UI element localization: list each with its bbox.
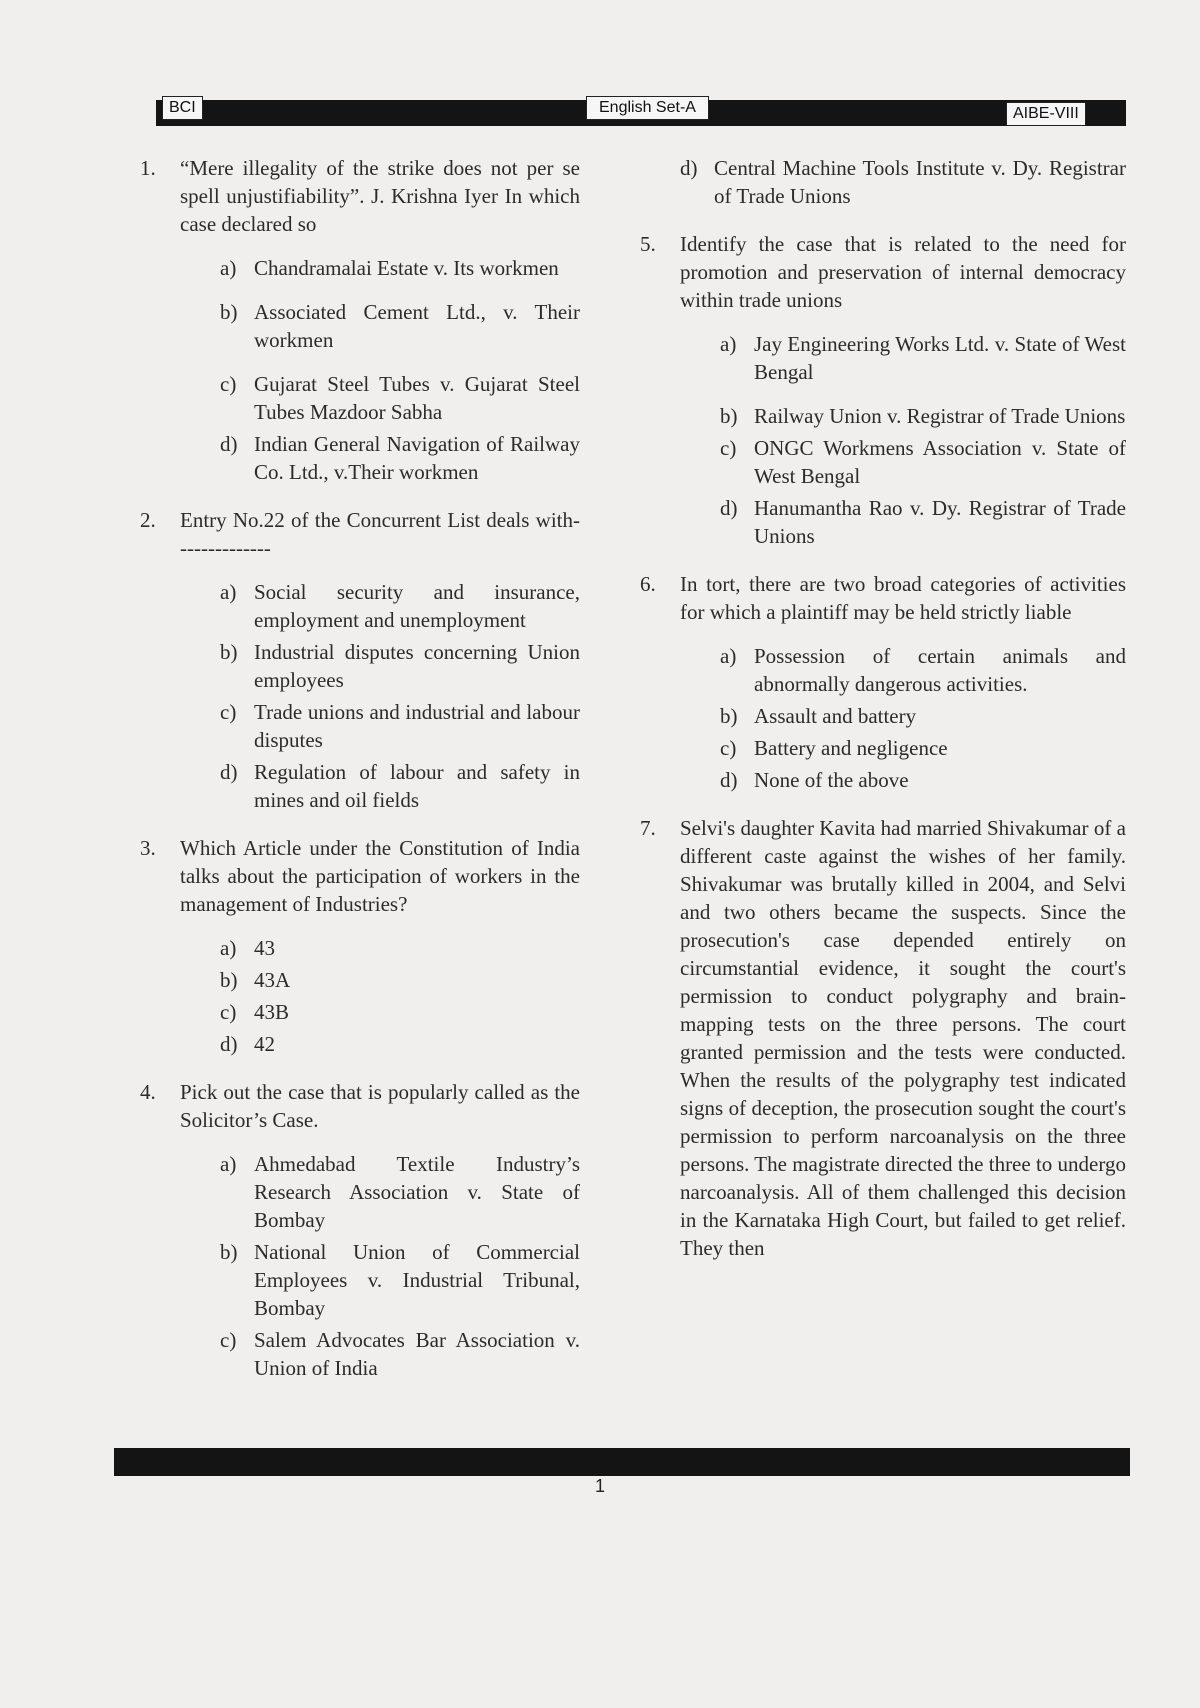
option: b) National Union of Commercial Employees v. Industrial Tribunal, Bombay [220,1240,580,1320]
option: a) Chandramalai Estate v. Its workmen [220,256,559,280]
option: a) Social security and insurance, employment and unemployment [220,580,580,632]
option: a) Possession of certain animals and abnormally dangerous activities. [720,644,1126,696]
question-number: 3. [140,836,156,860]
question-text: Which Article under the Constitution of India talks about the participation of workers in the management of Industries? [180,836,580,916]
question-text: Pick out the case that is popularly called as the Solicitor’s Case. [180,1080,580,1132]
header-center-tag: English Set-A [586,96,709,120]
question-1 [140,154,580,486]
left-column [140,154,580,1398]
question-5 [640,230,1126,550]
option: d) Indian General Navigation of Railway Co. Ltd., v.Their workmen [220,432,580,484]
option: d) 42 [220,1032,275,1056]
option: d) Hanumantha Rao v. Dy. Registrar of Trade Unions [720,496,1126,548]
option: b) Railway Union v. Registrar of Trade Unions [720,404,1126,428]
option: d) Central Machine Tools Institute v. Dy. Registrar of Trade Unions [680,156,1126,208]
option: c) 43B [220,1000,290,1024]
option: c) Gujarat Steel Tubes v. Gujarat Steel Tubes Mazdoor Sabha [220,372,580,424]
option: a) Jay Engineering Works Ltd. v. State of West Bengal [720,332,1126,384]
question-3 [140,834,580,1058]
question-number: 1. [140,156,156,180]
header-right-tag: AIBE-VIII [1006,102,1086,126]
option: d) None of the above [720,768,909,792]
option: a) Ahmedabad Textile Industry’s Research Association v. State of Bombay [220,1152,580,1232]
question-text: In tort, there are two broad categories of activities for which a plaintiff may be held strictly liable [680,572,1126,624]
page-number: 1 [594,1476,605,1496]
option: b) Assault and battery [720,704,917,728]
option: c) Salem Advocates Bar Association v. Union of India [220,1328,580,1380]
question-number: 6. [640,572,656,596]
right-column [640,154,1126,1278]
question-7 [640,814,1126,1262]
option: b) 43A [220,968,291,992]
question-2 [140,506,580,814]
option: b) Industrial disputes concerning Union employees [220,640,580,692]
question-text: Selvi's daughter Kavita had married Shivakumar of a different caste against the wishes of her family. Shivakumar was brutally killed in 2004, and Selvi and two others became the suspects. Since the prosecution's case depended entirely on circumstantial evidence, it sought the court's permission to conduct polygraphy and brain-mapping tests on the three persons. The court granted permission and the tests were conducted. When the results of the polygraphy test indicated signs of deception, the prosecution sought the court's permission to perform narcoanalysis on the three persons. The magistrate directed the three to undergo narcoanalysis. All of them challenged this decision in the Karnataka High Court, but failed to get relief. They then [680,816,1126,1260]
question-4 [140,1078,580,1382]
question-number: 5. [640,232,656,256]
question-6 [640,570,1126,794]
option: b) Associated Cement Ltd., v. Their workmen [220,300,580,352]
question-number: 4. [140,1080,156,1104]
option: c) ONGC Workmens Association v. State of West Bengal [720,436,1126,488]
option: a) 43 [220,936,275,960]
question-number: 2. [140,508,156,532]
option: c) Battery and negligence [720,736,948,760]
question-text: Entry No.22 of the Concurrent List deals with-------------- [180,508,580,560]
question-text: Identify the case that is related to the need for promotion and preservation of internal democracy within trade unions [680,232,1126,312]
footer-bar [114,1448,1130,1476]
header-left-tag: BCI [162,96,203,120]
question-number: 7. [640,816,656,840]
option: c) Trade unions and industrial and labour disputes [220,700,580,752]
option: d) Regulation of labour and safety in mines and oil fields [220,760,580,812]
question-text: “Mere illegality of the strike does not per se spell unjustifiability”. J. Krishna Iyer In which case declared so [180,156,580,236]
